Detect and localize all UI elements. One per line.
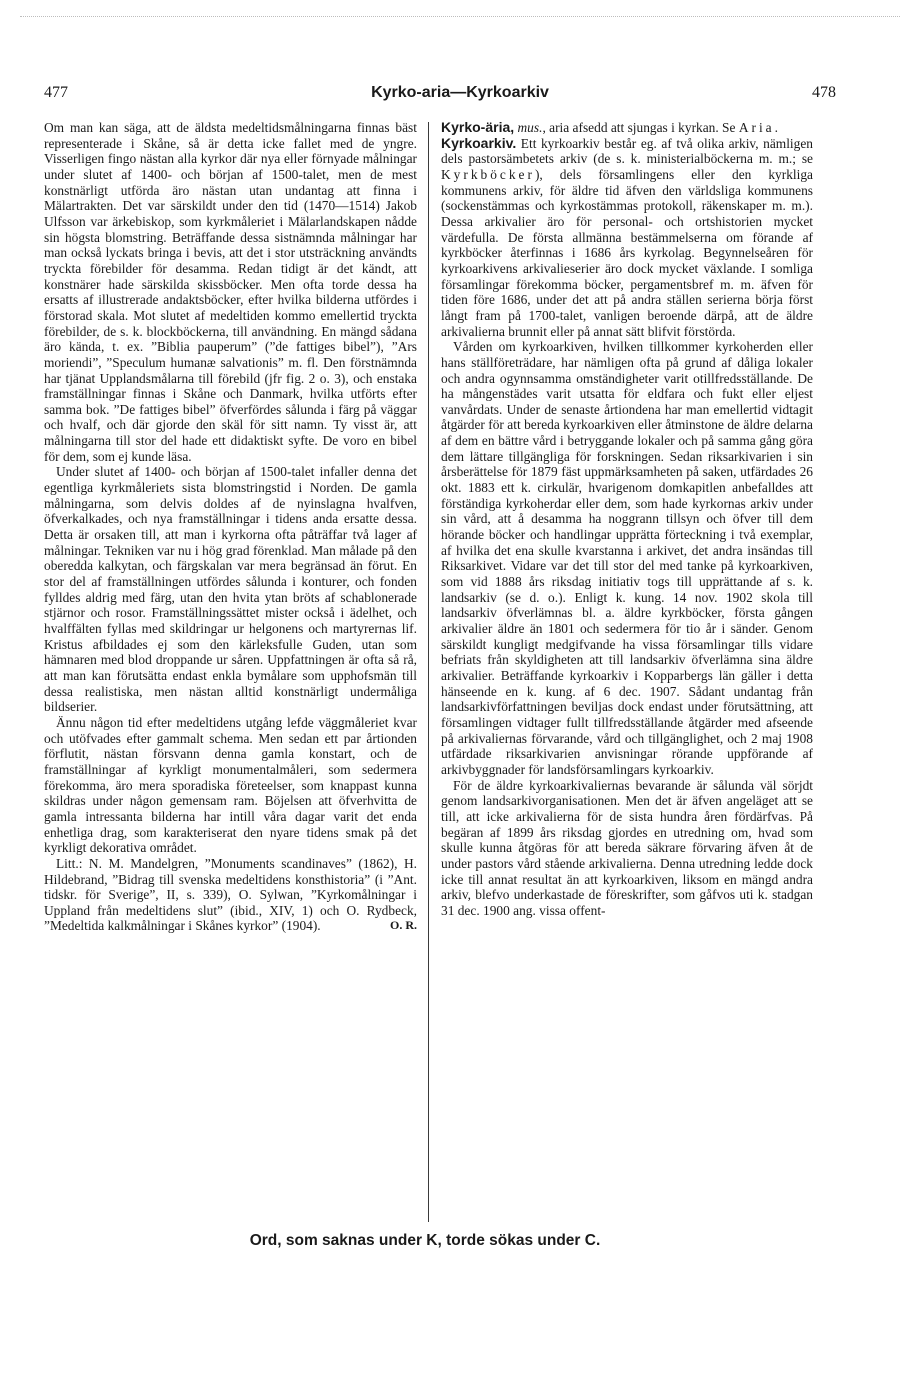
page-number-right: 478 xyxy=(812,84,836,101)
cross-reference-aria: Aria. xyxy=(738,120,781,135)
headword-kyrkoarkiv: Kyrkoarkiv. xyxy=(441,134,517,151)
left-paragraph-1: Om man kan säga, att de äldsta medeltidsmålningarna finnas bäst representerade i Skåne, så är detta icke fallet med de yngre. Visserligen fingo nästan alla kyrkor där nya eller förnyade målningar under slutet af 1400- och början af 1500-talet, men de mest konstnärligt utförda äro nästan utan undantag att finna i Mälartrakten. Det var särskildt under den tid (1470—1514) Jakob Ulfsson var ärkebiskop, som kyrkmåleriet i Mälarlandskapen nådde sin högsta blomstring. Beträffande dessa sistnämnda målningar har man också lyckats bringa i bevis, att det i stor utsträckning användts tryckta förebilder för desamma. Redan tidigt är det kändt, att konstnärer hade särskilda skissböcker. Men ofta torde dessa ha ersatts af illustrerade andaktsböcker, efter hvilka bilderna utfördes i förstorad skala. Mot slutet af medeltiden kommo emellertid tryckta förebilder, de s. k. blockböckerna, till användning. En mängd sådana äro kända, t. ex. ”Biblia pauperum” (”de fattiges bibel”), ”Ars moriendi”, ”Speculum humanæ salvationis” m. fl. Den förstnämnda har tjänat Upplandsmålarna till förebild (jfr fig. 2 o. 3), och enstaka framställningar finnas i Skåne och Danmark, hvilka utförts efter samma bok. ”De fattiges bibel” öfverfördes sålunda i färg på väggar och hvalf, och där gjorde den skäl för sitt namn. Ty visst är, att målningarna till stor del hade ett didaktiskt syfte. De voro en bibel för dem, som ej kunde läsa. xyxy=(44,120,417,464)
entry-kyrkoarkiv xyxy=(441,136,813,340)
page-header xyxy=(0,84,920,110)
literature-text: Litt.: N. M. Mandelgren, ”Monuments scandinaves” (1862), H. Hildebrand, ”Bidrag till svenska medeltidens konsthistoria” (i ”Ant. tidskr. för Sverige”, II, s. 339), O. Sylwan, ”Kyrkomålningar i Uppland från medeltidens slut” (ibid., XIV, 1) och O. Rydbeck, ”Medeltida kalkmålningar i Skånes kyrkor” (1904). xyxy=(44,855,417,934)
author-signature: O. R. xyxy=(390,918,417,933)
footer-note: Ord, som saknas under K, torde sökas under C. xyxy=(249,1232,601,1249)
top-rule xyxy=(20,16,900,17)
entry-kyrko-aria xyxy=(441,120,813,136)
left-paragraph-2: Under slutet af 1400- och början af 1500-talet infaller denna det egentliga kyrkmåleriets sista blomstringstid i Norden. De gamla målningarna, som delvis doldes af de nyinslagna hvalfven, öfverkalkades, och nya framställningar i tidens anda ersatte dessa. Detta är orsaken till, att man i kyrkorna ofta påträffar två lager af målningar. Tekniken var nu i hög grad förenklad. Man målade på den oberedda kalkytan, och färgskalan var mera begränsad än förut. En stor del af framställningen utfördes sålunda i konturer, och fonden fylldes aldrig med färg, utan den hvita ytan bröts af schablonerade stjärnor och rosor. Framställningssättet mister också i ädelhet, och hvalffälten fyllas med skildringar ur helgonens och martyrernas lif. Kristus afbildades ej som den kärleksfulle Guden, utan som hämnaren med blod droppande ur såren. Uppfattningen är ofta så rå, att man kan förutsätta endast enkla bymålare som upphofsmän till dessa realistiska, men nästan alltid konstnärligt undermåliga bildserier. xyxy=(44,464,417,715)
abbreviation-mus: mus. xyxy=(517,120,543,135)
literature-paragraph xyxy=(44,856,417,934)
headword-kyrko-aria: Kyrko-äria, xyxy=(441,119,515,135)
right-paragraph-3: För de äldre kyrkoarkivaliernas bevarande är sålunda väl sörjdt genom landsarkivorganisationen. Men det är äfven angeläget att se till, att icke arkivalierna för de sista hundra åren fördärfvas. På begäran af 1899 års riksdag gjordes en utredning om, hvad som skulle kunna åtgöras för att bereda säkrare förvaring äfven åt de under pastors vård stående arkivalierna. Denna utredning ledde dock icke till annat resultat än att kyrkoarkiven, liksom en mängd andra arkiv, blefvo underkastade de föreskrifter, som gåfvos uti k. stadgan 31 dec. 1900 ang. vissa offent- xyxy=(441,777,813,918)
entry-kyrkoarkiv-text-a: Ett kyrkoarkiv består eg. af två olika arkiv, nämligen dels pastorsämbetets arkiv (de s. k. ministerialböckerna m. m.; se xyxy=(441,135,813,167)
running-head-title: Kyrko-aria—Kyrkoarkiv xyxy=(371,84,549,101)
right-paragraph-2: Vården om kyrkoarkiven, hvilken tillkommer kyrkoherden eller hans ställföreträdare, har nämligen ofta på grund af dåliga lokaler och andra ogynnsamma omständigheter varit otillfredsställande. De ha mångenstädes varit utsatta för eldfara och fukt eller eljest vanvårdats. Under de senaste årtiondena har man emellertid vidtagit åtgärder för att bereda kyrkoarkiven eller åtminstone de äldre delarna af dem en bättre vård i betryggande lokaler och på samma gång göra dem lättare tillgängliga för forskningen. Sedan riksarkivarien i sin årsberättelse för 1879 fäst uppmärksamheten på saken, utfärdades 26 okt. 1883 ett k. cirkulär, hvarigenom domkapitlen anbefalldes att förständiga kyrkoherdar eller dem, som hade kyrkornas arkiv under sin vård, att å desamma ha noggrann tillsyn och öfver till dem hörande böcker och handlingar upprätta förteckning i två exemplar, af hvilka det ena skulle kvarstanna i arkivet, det andra insändas till Riksarkivet. Vidare var det till stor del med tanke på kyrkoarkiven, som vid 1888 års riksdag initiativ togs till upprättande af s. k. landsarkiv (se d. o.). Enligt k. kung. 14 nov. 1902 skola till landsarkiv öfverlämnas bl. a. äldre kyrkböcker, första gången arkivalier äldre än 1801 och sedermera för tio år i sänder. Genom särskildt kungligt medgifvande ha vissa församlingar tills vidare befriats från skyldigheten att till landsarkiv öfverlämna sina äldre arkivalier. Beträffande kyrkoarkiv i Kopparbergs län gäller i detta hänseende en k. kung. af 6 dec. 1907. Sådant undantag från landsarkivförfattningen beviljas dock endast under förutsättning, att församlingen vidtager fullt tillfredsställande åtgärder med afseende på arkivaliernas förvarande, vård och tillgänglighet, och 2 maj 1908 utfärdade riksarkivarien anvisningar rörande uppförande af arkivbyggnader för landsförsamlingars kyrkoarkiv. xyxy=(441,339,813,777)
column-divider xyxy=(428,122,429,1222)
cross-reference-kyrkbocker: Kyrkböcker xyxy=(441,166,535,182)
entry-kyrkoarkiv-text-b: ), dels församlingens eller den kyrkliga kommunens arkiv, för äldre tid äfven den världsliga kommunens (sockenstämmas och kyrkostämmas protokoll, räkenskaper m. m.). Dessa arkivalier äro för personal- och ortshistorien mycket värdefulla. De första allmänna bestämmelserna om förande af kyrkböcker återfinnas i 1686 års kyrkolag. Begynnelseåren för kyrkoarkivens arkivalieserier äro dock mycket växlande. I somliga församlingar förekomma böcker, pergamentsbref m. m. äfven för tiden före 1686, under det att på andra ställen serierna börja först långt fram på 1700-talet, vanligen beroende därpå, att de äldre arkivalierna brunnit eller på annat sätt blifvit förstörda. xyxy=(441,166,813,339)
page-number-left: 477 xyxy=(44,84,68,101)
left-paragraph-3: Ännu någon tid efter medeltidens utgång lefde väggmåleriet kvar och utöfvades efter gammalt schema. Men sedan ett par årtionden förflutit, nästan försvann denna gamla konstart, och de framställningar af kyrkligt monumentalmåleri, som sedermera förekomma, äro mera sporadiska företeelser, som knappast kunna skildras under någon gemensam ram. Böjelsen att öfverhvitta de gamla intressanta bilderna har intill våra dagar varit det enda enhetliga drag, som karakteriserat den nyare tidens smak på det kyrkligt dekorativa området. xyxy=(44,714,417,856)
right-column xyxy=(441,120,813,918)
entry-kyrko-aria-text: , aria afsedd att sjungas i kyrkan. Se xyxy=(542,120,736,135)
left-column xyxy=(44,120,417,934)
